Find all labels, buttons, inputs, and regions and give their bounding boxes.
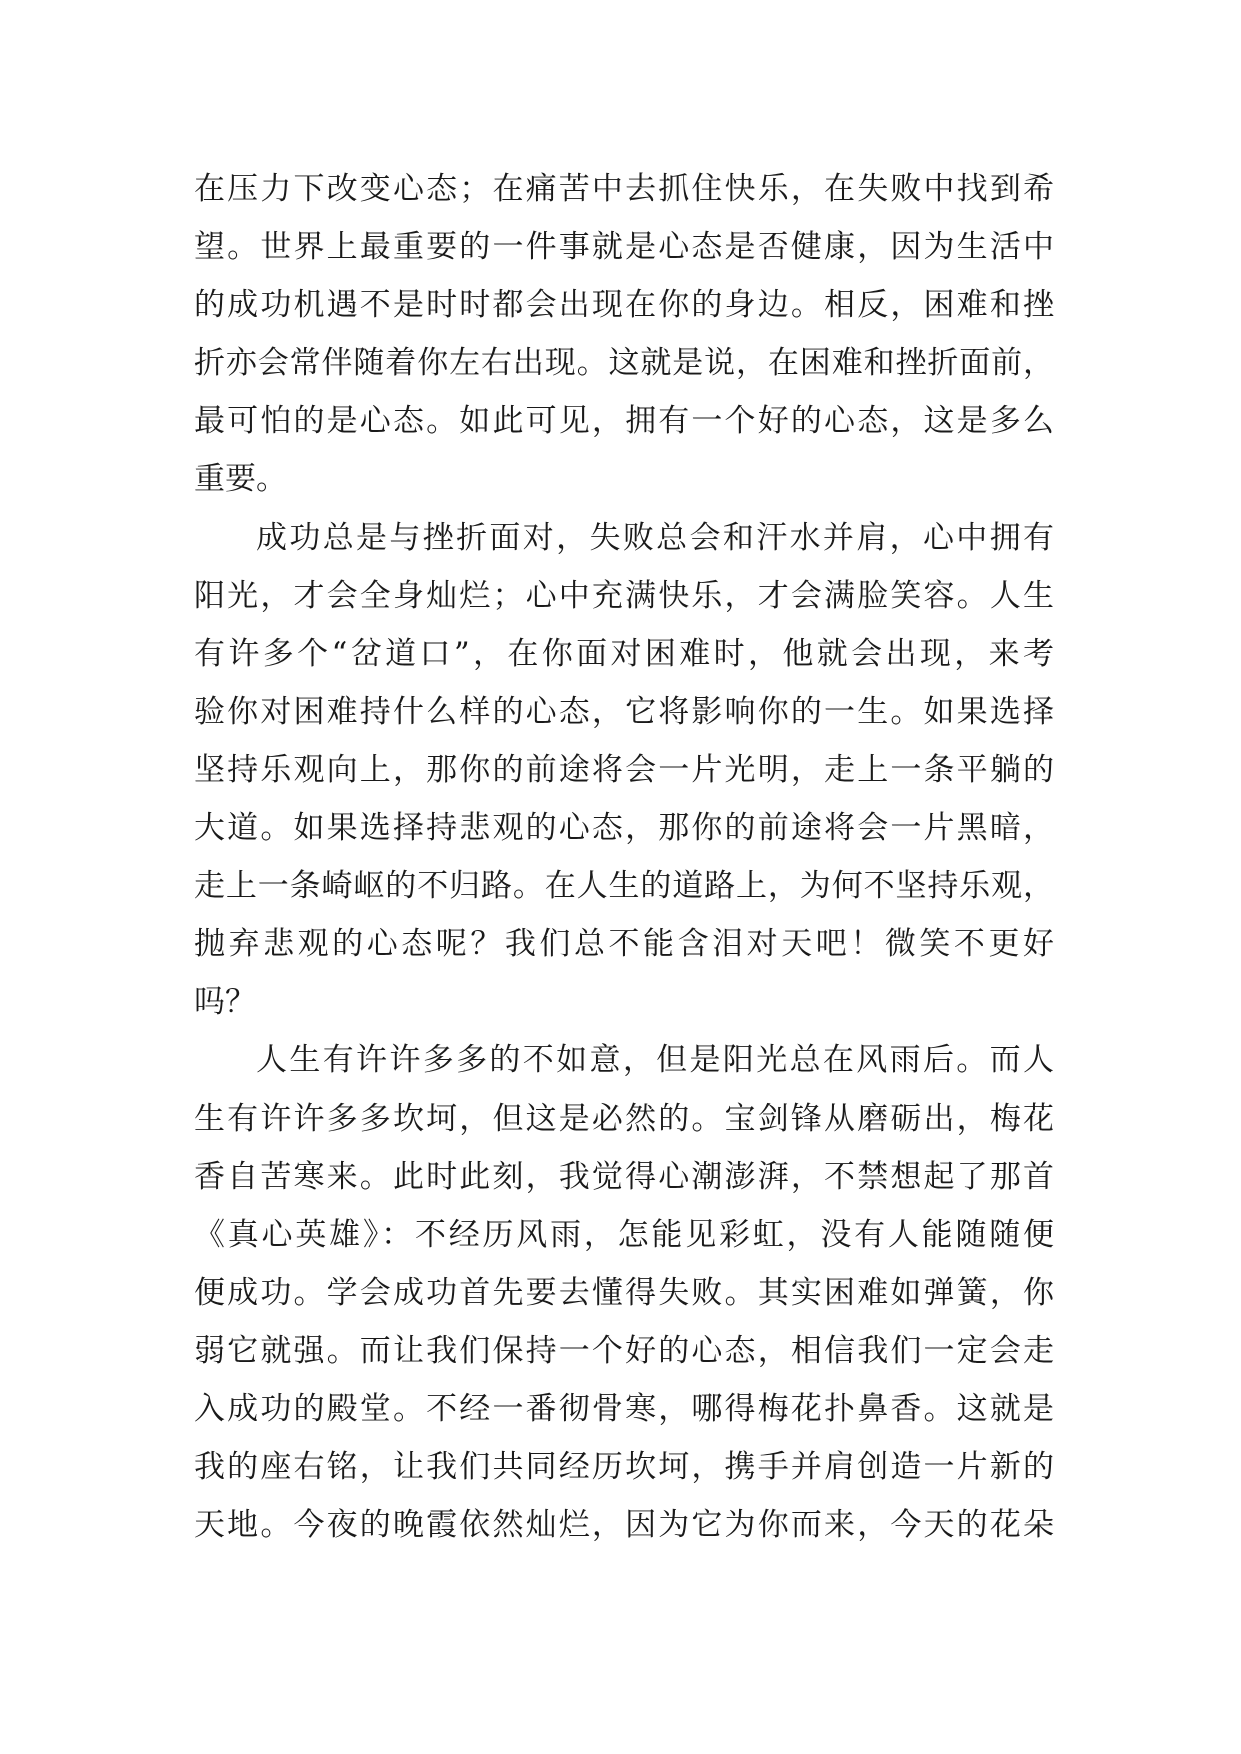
text-line: 坚持乐观向上，那你的前途将会一片光明，走上一条平躺的	[194, 751, 1054, 788]
text-line: 吗？	[194, 984, 256, 1021]
text-line: 我的座右铭，让我们共同经历坎坷，携手并肩创造一片新的	[194, 1449, 1054, 1486]
paragraph	[194, 509, 1054, 1032]
text-line: 香自苦寒来。此时此刻，我觉得心潮澎湃，不禁想起了那首	[194, 1158, 1054, 1195]
document-body	[194, 160, 1054, 1554]
text-line: 便成功。学会成功首先要去懂得失败。其实困难如弹簧，你	[194, 1274, 1054, 1311]
text-line: 有许多个“岔道口”，在你面对困难时，他就会出现，来考	[194, 635, 1054, 672]
paragraph	[194, 1031, 1054, 1554]
text-line: 验你对困难持什么样的心态，它将影响你的一生。如果选择	[194, 693, 1054, 730]
text-line: 阳光，才会全身灿烂；心中充满快乐，才会满脸笑容。人生	[194, 577, 1054, 614]
text-line: 《真心英雄》：不经历风雨，怎能见彩虹，没有人能随随便	[194, 1216, 1054, 1253]
text-line: 望。世界上最重要的一件事就是心态是否健康，因为生活中	[194, 229, 1054, 266]
text-line: 的成功机遇不是时时都会出现在你的身边。相反，困难和挫	[194, 287, 1054, 324]
text-line: 抛弃悲观的心态呢？我们总不能含泪对天吧！微笑不更好	[194, 926, 1054, 963]
text-line: 弱它就强。而让我们保持一个好的心态，相信我们一定会走	[194, 1332, 1054, 1369]
text-line: 重要。	[194, 461, 287, 498]
paragraph	[194, 160, 1054, 509]
text-line: 天地。今夜的晚霞依然灿烂，因为它为你而来，今天的花朵	[194, 1507, 1054, 1544]
text-line: 入成功的殿堂。不经一番彻骨寒，哪得梅花扑鼻香。这就是	[194, 1390, 1054, 1427]
text-line: 折亦会常伴随着你左右出现。这就是说，在困难和挫折面前，	[194, 345, 1054, 382]
text-line: 成功总是与挫折面对，失败总会和汗水并肩，心中拥有	[256, 519, 1054, 556]
text-line: 大道。如果选择持悲观的心态，那你的前途将会一片黑暗，	[194, 810, 1054, 847]
text-line: 走上一条崎岖的不归路。在人生的道路上，为何不坚持乐观，	[194, 868, 1054, 905]
text-line: 人生有许许多多的不如意，但是阳光总在风雨后。而人	[256, 1042, 1054, 1079]
text-line: 生有许许多多坎坷，但这是必然的。宝剑锋从磨砺出，梅花	[194, 1100, 1054, 1137]
text-line: 最可怕的是心态。如此可见，拥有一个好的心态，这是多么	[194, 403, 1054, 440]
text-line: 在压力下改变心态；在痛苦中去抓住快乐，在失败中找到希	[194, 171, 1054, 207]
